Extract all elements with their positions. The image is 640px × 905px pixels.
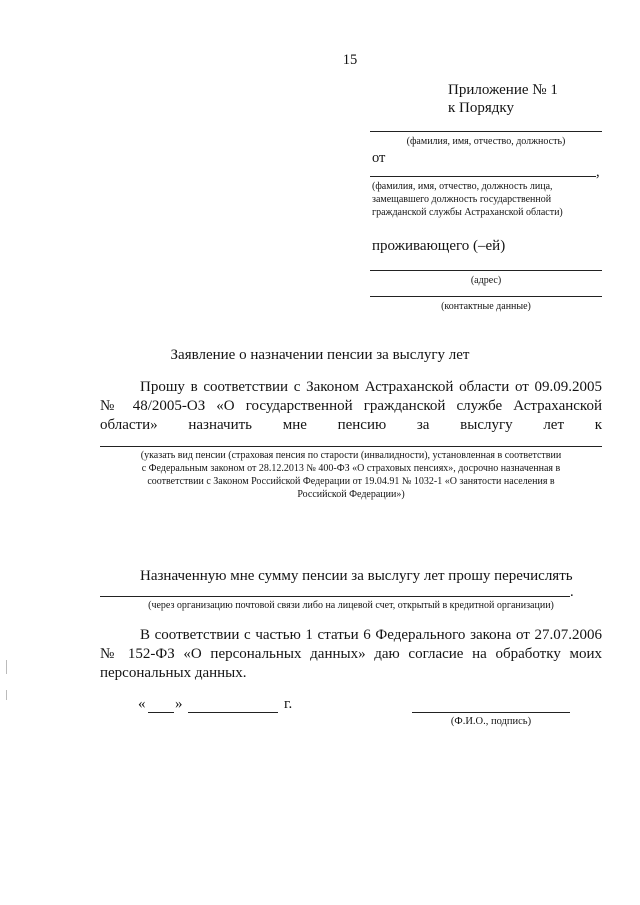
date-year-suffix: г. <box>284 696 293 712</box>
transfer-period: . <box>570 584 574 600</box>
signature-hint: (Ф.И.О., подпись) <box>450 716 532 727</box>
contacts-hint: (контактные данные) <box>441 301 531 312</box>
scan-artifact <box>6 660 7 674</box>
applicant-line[interactable] <box>370 176 596 177</box>
date-month-line[interactable] <box>188 712 278 713</box>
applicant-hint-1: (фамилия, имя, отчество, должность лица, <box>372 181 553 192</box>
transfer-hint: (через организацию почтовой связи либо на лицевой счет, открытый в кредитной организации) <box>148 600 554 611</box>
recipient-hint: (фамилия, имя, отчество, должность) <box>406 136 566 147</box>
applicant-comma: , <box>596 164 600 180</box>
page-number: 15 <box>342 52 358 68</box>
date-close-quote: » <box>175 696 183 712</box>
address-hint: (адрес) <box>470 275 502 286</box>
pension-type-hint-2: с Федеральным законом от 28.12.2013 № 400-ФЗ «О страховых пенсиях», досрочно назначенная в <box>141 463 561 474</box>
document-title: Заявление о назначении пенсии за выслугу лет <box>170 347 470 363</box>
pension-type-hint-3: соответствии с Законом Российской Федерации от 19.04.91 № 1032-1 «О занятости населения в <box>147 476 555 487</box>
address-line[interactable] <box>370 270 602 271</box>
recipient-line[interactable] <box>370 131 602 132</box>
paragraph-1-line-1: Прошу в соответствии с Законом Астраханской области от 09.09.2005 <box>140 379 602 395</box>
paragraph-2: Назначенную мне сумму пенсии за выслугу лет прошу перечислять <box>140 568 573 584</box>
contacts-line[interactable] <box>370 296 602 297</box>
applicant-hint-3: гражданской службы Астраханской области) <box>372 207 563 218</box>
residing-label: проживающего (–ей) <box>372 238 506 254</box>
signature-line[interactable] <box>412 712 570 713</box>
appendix-line-2: к Порядку <box>448 100 514 116</box>
pension-type-line[interactable] <box>100 446 602 447</box>
scan-artifact <box>6 690 7 700</box>
paragraph-3-line-3: персональных данных. <box>100 665 247 681</box>
appendix-line-1: Приложение № 1 <box>448 82 558 98</box>
paragraph-3-line-1: В соответствии с частью 1 статьи 6 Федерального закона от 27.07.2006 <box>140 627 602 643</box>
transfer-line[interactable] <box>100 596 570 597</box>
date-open-quote: « <box>138 696 146 712</box>
applicant-hint-2: замещавшего должность государственной <box>372 194 552 205</box>
paragraph-1-line-2: № 48/2005-ОЗ «О государственной гражданской службе Астраханской <box>100 398 602 414</box>
from-label: от <box>372 150 386 166</box>
paragraph-1-line-3: области» назначить мне пенсию за выслугу лет к <box>100 417 602 433</box>
paragraph-3-line-2: № 152-ФЗ «О персональных данных» даю согласие на обработку моих <box>100 646 602 662</box>
pension-type-hint-1: (указать вид пенсии (страховая пенсия по старости (инвалидности), установленная в соответствии <box>140 450 562 461</box>
pension-type-hint-4: Российской Федерации») <box>297 489 405 500</box>
date-day-line[interactable] <box>148 712 174 713</box>
